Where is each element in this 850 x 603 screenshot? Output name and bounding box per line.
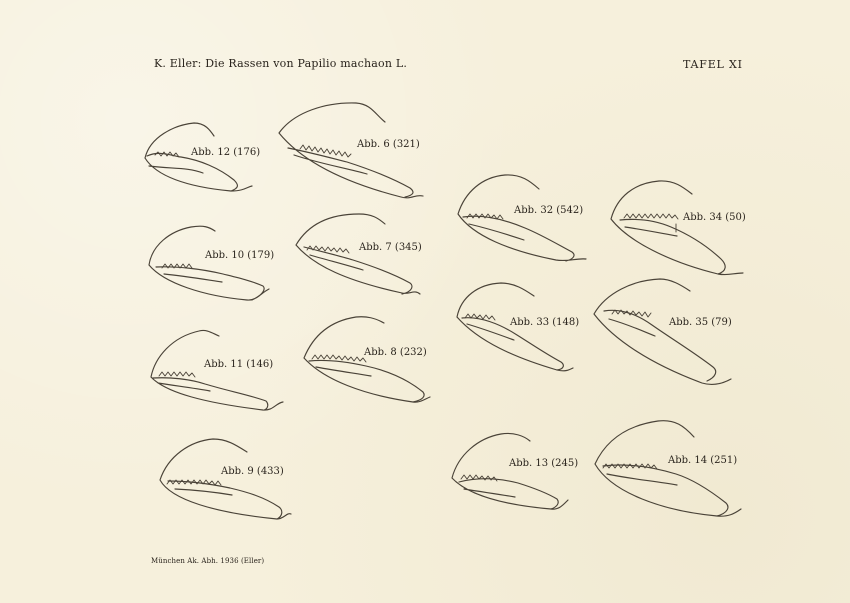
- figure-label-abb-8: Abb. 8 (232): [364, 347, 427, 358]
- figure-8-drawing: [304, 317, 430, 402]
- figure-10-drawing: [149, 226, 269, 300]
- plate-number: TAFEL XI: [683, 58, 743, 71]
- figure-7-drawing: [296, 214, 420, 294]
- figure-label-abb-13: Abb. 13 (245): [509, 458, 579, 469]
- plate-citation: München Ak. Abh. 1936 (Eller): [151, 557, 265, 565]
- figure-label-abb-6: Abb. 6 (321): [357, 139, 420, 150]
- figure-label-abb-34: Abb. 34 (50): [683, 212, 746, 223]
- figure-label-abb-7: Abb. 7 (345): [359, 242, 422, 253]
- figure-9-drawing: [160, 439, 291, 519]
- figure-13-drawing: [452, 433, 568, 509]
- figure-14-drawing: [595, 421, 741, 517]
- figure-label-abb-32: Abb. 32 (542): [514, 205, 584, 216]
- figure-34-drawing: [611, 181, 743, 275]
- plate-author-title: K. Eller: Die Rassen von Papilio machaon L.: [154, 57, 408, 70]
- figure-label-abb-11: Abb. 11 (146): [204, 359, 274, 370]
- figure-11-drawing: [151, 330, 283, 410]
- figure-label-abb-10: Abb. 10 (179): [205, 250, 275, 261]
- figure-35-drawing: [594, 279, 731, 384]
- figure-6-drawing: [279, 103, 423, 198]
- figure-label-abb-35: Abb. 35 (79): [669, 317, 732, 328]
- figure-label-abb-14: Abb. 14 (251): [668, 455, 738, 466]
- figure-label-abb-12: Abb. 12 (176): [191, 147, 261, 158]
- figure-32-drawing: [458, 175, 586, 261]
- figure-label-abb-9: Abb. 9 (433): [221, 466, 284, 477]
- figure-label-abb-33: Abb. 33 (148): [510, 317, 580, 328]
